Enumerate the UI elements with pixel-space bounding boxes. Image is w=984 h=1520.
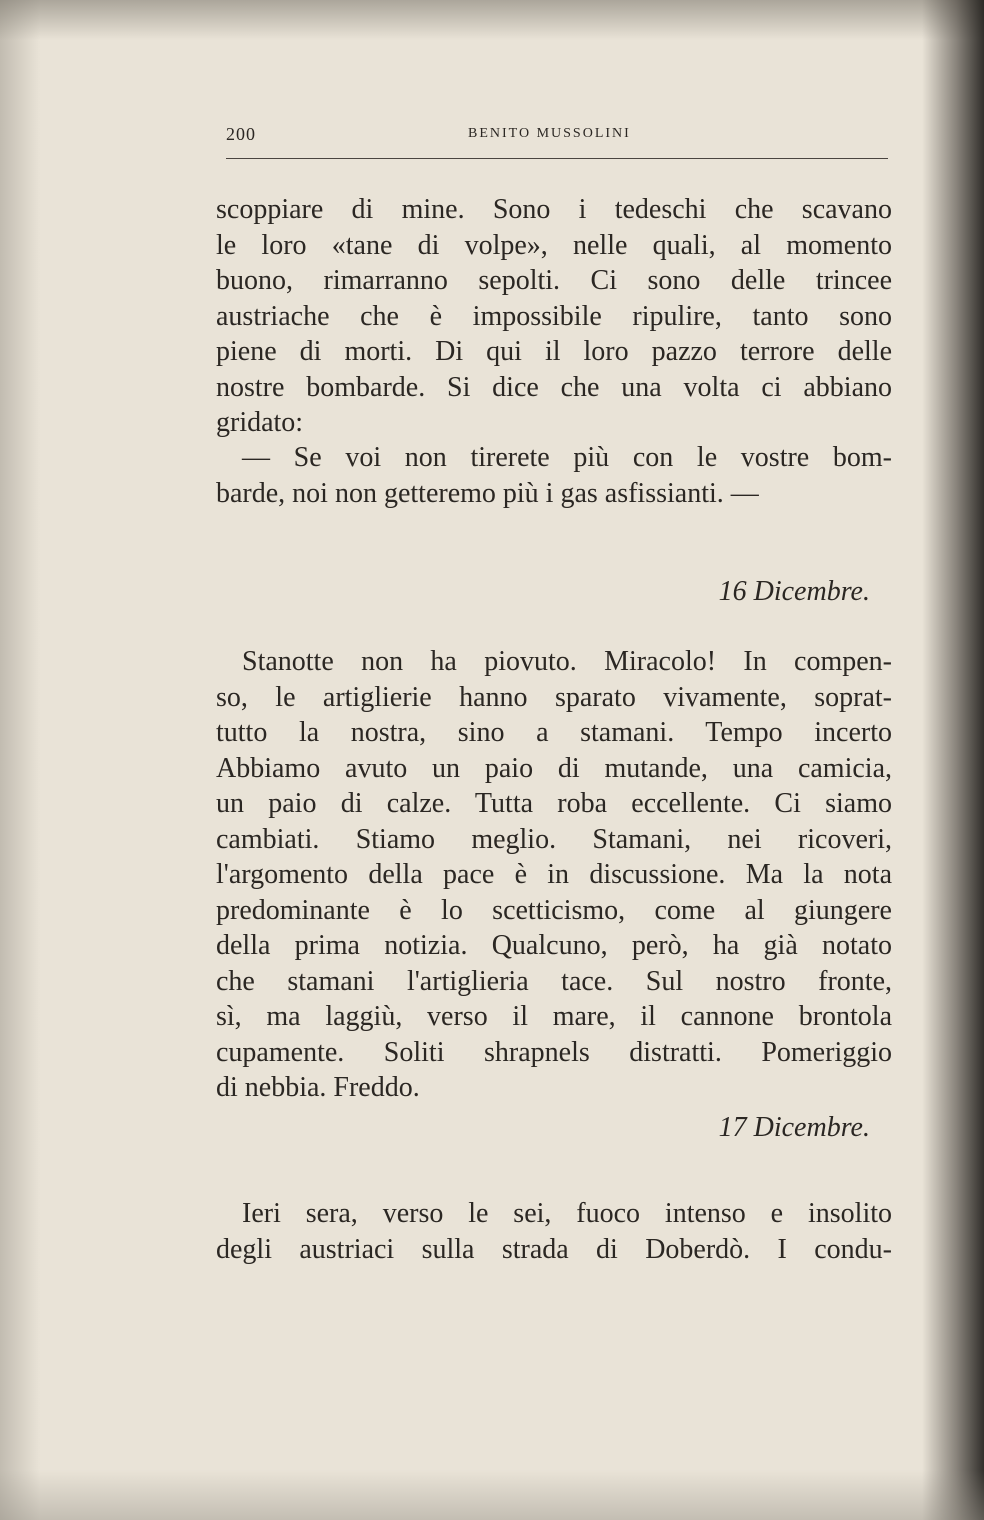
paragraph-continuation [216,192,892,441]
text-line: della prima notizia. Qualcuno, però, ha già notato [216,930,892,961]
entry-first-line [242,1196,892,1232]
diary-entry [216,680,892,1106]
text-line: cupamente. Soliti shrapnels distratti. Pomeriggio [216,1036,892,1068]
diary-date: 16 Dicembre. [718,576,870,607]
text-line: l'argomento della pace è in discussione. Ma la nota [216,859,892,890]
header-rule [226,158,888,159]
quoted-speech-continued [216,476,892,512]
text-line: sì, ma laggiù, verso il mare, il cannone brontola [216,1001,892,1032]
text-line: Abbiamo avuto un paio di mutande, una camicia, [216,752,892,784]
entry-first-line [242,644,892,680]
text-line: degli austriaci sulla strada di Doberdò. I condu- [216,1233,892,1265]
text-line: scoppiare di mine. Sono i tedeschi che scavano [216,194,892,225]
text-line: Stanotte non ha piovuto. Miracolo! In compen- [242,646,892,677]
text-line: le loro «tane di volpe», nelle quali, al momento [216,229,892,261]
text-line: che stamani l'artiglieria tace. Sul nostro fronte, [216,965,892,997]
text-line: Ieri sera, verso le sei, fuoco intenso e insolito [242,1198,892,1229]
text-line: cambiati. Stiamo meglio. Stamani, nei ricoveri, [216,823,892,855]
text-line: un paio di calze. Tutta roba eccellente. Ci siamo [216,788,892,819]
text-line: piene di morti. Di qui il loro pazzo terrore delle [216,336,892,367]
scan-edge-top [0,0,984,40]
text-line: tutto la nostra, sino a stamani. Tempo incerto [216,717,892,748]
diary-date: 17 Dicembre. [718,1112,870,1143]
text-line: austriache che è impossibile ripulire, tanto sono [216,300,892,332]
quoted-speech [242,440,892,476]
text-line: barde, noi non getteremo più i gas asfissianti. — [216,477,759,509]
scan-edge-bottom [0,1470,984,1520]
running-head [226,124,890,144]
scan-edge-right [922,0,984,1520]
text-line: predominante è lo scetticismo, come al giungere [216,894,892,926]
scan-edge-left [0,0,40,1520]
text-line: so, le artiglierie hanno sparato vivamente, soprat- [216,681,892,713]
text-line: — Se voi non tirerete più con le vostre bom- [242,442,892,473]
diary-entry [216,1232,892,1268]
running-title: BENITO MUSSOLINI [468,126,631,141]
text-line: di nebbia. Freddo. [216,1072,420,1103]
text-line: gridato: [216,407,304,438]
page-number: 200 [226,124,256,144]
text-line: buono, rimarranno sepolti. Ci sono delle trincee [216,265,892,296]
text-line: nostre bombarde. Si dice che una volta ci abbiano [216,371,892,403]
